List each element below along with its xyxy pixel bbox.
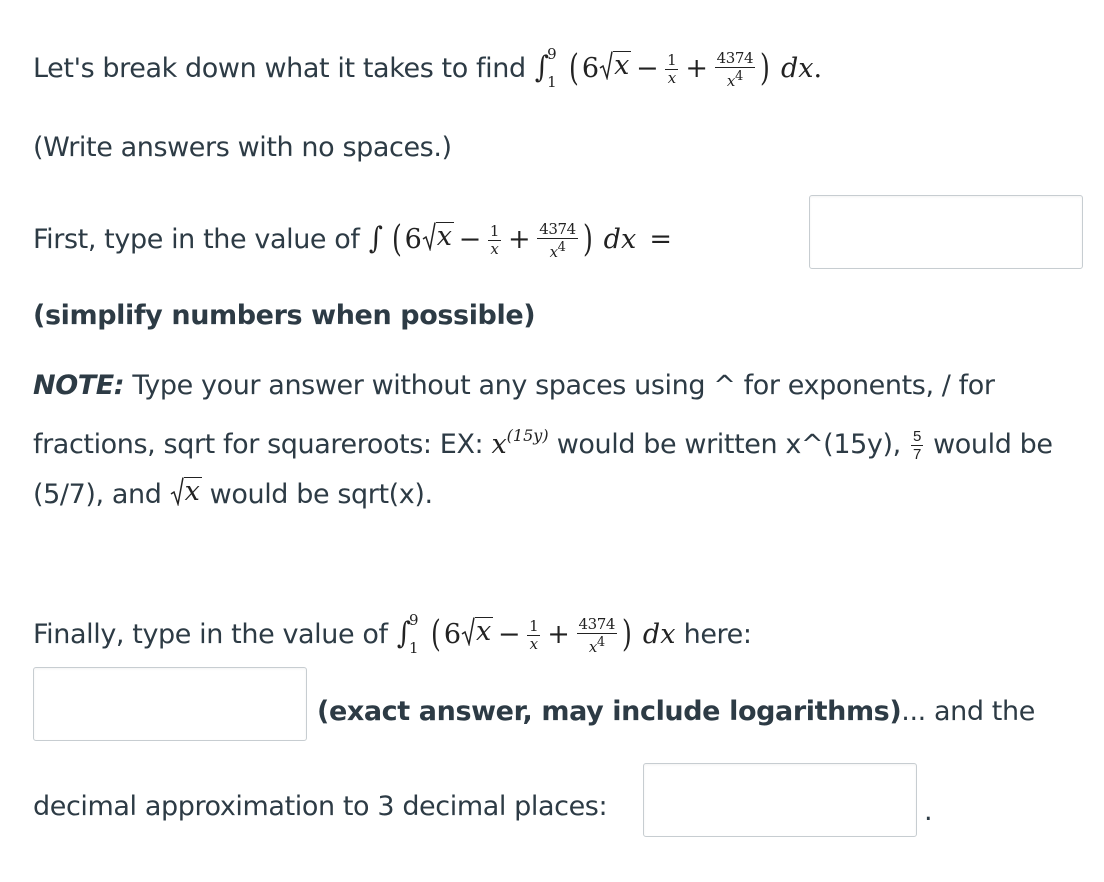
first-prefix: First, type in the value of: [33, 224, 360, 255]
close-paren: ): [582, 219, 593, 260]
decimal-label: decimal approximation to 3 decimal places:: [33, 791, 608, 822]
final-line: [33, 610, 752, 657]
coefficient: 6: [443, 619, 462, 650]
intro-suffix: .: [813, 53, 823, 84]
decimal-answer-input[interactable]: [643, 763, 917, 837]
fraction-denominator: [725, 68, 745, 90]
fraction-4374-over-x4: [537, 221, 578, 261]
end-period: .: [924, 796, 933, 827]
integral-sign-icon: ∫: [368, 221, 383, 256]
fraction-denominator: [587, 634, 607, 656]
minus-sign: −: [458, 224, 481, 255]
denominator-exponent: 4: [734, 68, 743, 84]
radicand: x: [436, 221, 452, 252]
exact-answer-tail: ... and the: [901, 696, 1035, 727]
plus-sign: +: [685, 53, 708, 84]
example-fraction-denominator: 7: [912, 446, 921, 463]
intro-prefix: Let's break down what it takes to find: [33, 53, 526, 84]
fraction-one-over-x: [488, 223, 501, 258]
radical-sign-icon: [599, 50, 613, 80]
denominator-base: x: [726, 71, 735, 90]
final-prefix: Finally, type in the value of: [33, 619, 388, 650]
exact-answer-label: (exact answer, may include logarithms): [317, 696, 902, 727]
denominator-exponent: 4: [557, 239, 566, 255]
denominator-exponent: 4: [596, 634, 605, 650]
exact-answer-line: [317, 692, 1035, 732]
lower-limit: 1: [547, 72, 557, 91]
example-exponent-expression: [491, 426, 549, 460]
antiderivative-answer-input[interactable]: [809, 195, 1083, 269]
fraction-denominator: x: [529, 635, 538, 653]
fraction-4374-over-x4: [715, 50, 756, 90]
fraction-numerator: 1: [667, 51, 677, 69]
sqrt-x: [461, 616, 493, 646]
note-text-4: would be sqrt(x).: [201, 479, 433, 510]
upper-limit: 9: [409, 610, 419, 629]
dx: dx: [603, 224, 637, 255]
radical-sign-icon: [422, 221, 436, 251]
fraction-numerator: 4374: [539, 219, 576, 238]
dx: dx: [642, 619, 676, 650]
fraction-numerator: 4374: [716, 48, 754, 67]
open-paren: (: [392, 219, 402, 260]
fraction-one-over-x: [527, 618, 540, 653]
instruction-text: (Write answers with no spaces.): [33, 132, 452, 163]
coefficient: 6: [404, 224, 422, 255]
fraction-denominator: x: [490, 240, 499, 258]
simplify-note: (simplify numbers when possible): [33, 300, 536, 331]
note-paragraph: [33, 361, 1093, 520]
final-suffix: here:: [675, 619, 752, 650]
note-text-2: would be written x^(15y),: [548, 429, 909, 460]
example-sqrt: [170, 476, 202, 506]
radical-sign-icon: [461, 616, 475, 646]
fraction-numerator: 1: [489, 222, 500, 240]
first-line: [33, 219, 677, 261]
lower-limit: 1: [409, 638, 419, 657]
note-text-1: Type your answer without any spaces using ^ for exponents, / for fractions, sqrt for squareroots: EX:: [33, 370, 995, 460]
example-exponent: (15y): [506, 426, 549, 445]
fraction-denominator: x: [667, 69, 676, 87]
close-paren: ): [760, 48, 770, 89]
minus-sign: −: [635, 53, 659, 84]
coefficient: 6: [581, 53, 600, 84]
note-label: NOTE:: [33, 370, 125, 401]
exact-answer-input[interactable]: [33, 667, 307, 741]
sqrt-x: [422, 221, 454, 251]
equals-sign: =: [649, 224, 672, 255]
radical-sign-icon: [170, 476, 184, 506]
plus-sign: +: [508, 224, 531, 255]
fraction-numerator: 1: [529, 617, 539, 635]
sqrt-x: [599, 50, 631, 80]
note-text-3: would be (5/7), and: [33, 429, 1053, 510]
upper-limit: 9: [547, 44, 557, 63]
denominator-base: x: [588, 637, 597, 656]
minus-sign: −: [497, 619, 521, 650]
radicand: x: [476, 616, 491, 647]
fraction-4374-over-x4: [577, 616, 618, 656]
dx: dx: [780, 53, 814, 84]
integral-sign-icon: ∫: [534, 50, 549, 85]
fraction-denominator: [548, 239, 568, 261]
example-fraction: [911, 428, 923, 463]
example-radicand: x: [184, 476, 200, 507]
open-paren: (: [431, 614, 441, 655]
example-base: x: [491, 429, 507, 460]
denominator-base: x: [549, 242, 558, 261]
fraction-numerator: 4374: [578, 614, 616, 633]
fraction-one-over-x: [665, 52, 678, 87]
example-fraction-numerator: 5: [912, 428, 921, 445]
close-paren: ): [622, 614, 632, 655]
integral-sign-icon: ∫: [396, 616, 411, 651]
intro-line: [33, 44, 823, 91]
plus-sign: +: [547, 619, 570, 650]
open-paren: (: [569, 48, 579, 89]
radicand: x: [614, 50, 629, 81]
